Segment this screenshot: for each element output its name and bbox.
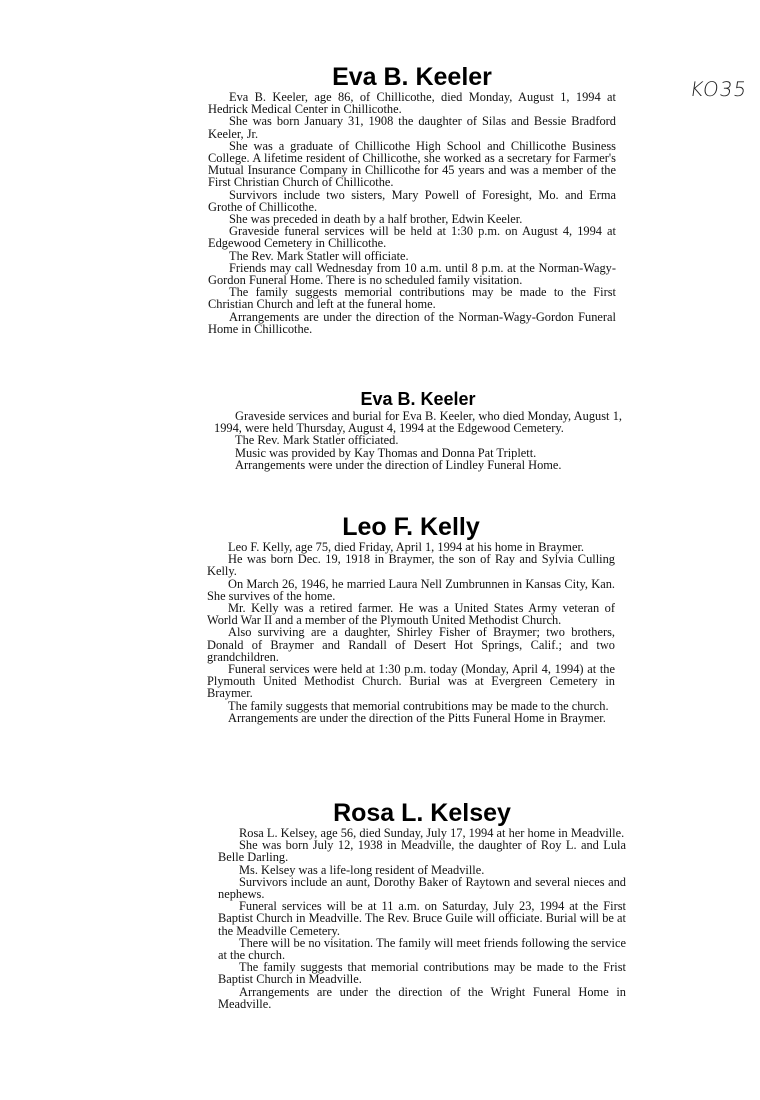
- obituary-paragraph: Funeral services were held at 1:30 p.m. today (Monday, April 4, 1994) at the Plymouth United Methodist Church. Burial was at Evergreen Cemetery in Braymer.: [207, 662, 615, 701]
- obituary-paragraph: The Rev. Mark Statler will officiate.: [229, 248, 409, 263]
- obituary-leo-kelly: [207, 513, 615, 724]
- obituary-paragraph: On March 26, 1946, he married Laura Nell Zumbrunnen in Kansas City, Kan. She survives of the home.: [207, 576, 615, 603]
- obituary-paragraph: Graveside funeral services will be held at 1:30 p.m. on August 4, 1994 at Edgewood Cemetery in Chillicothe.: [208, 224, 616, 251]
- obituary-paragraph: She was born July 12, 1938 in Meadville, the daughter of Roy L. and Lula Belle Darling.: [218, 838, 626, 865]
- obituary-paragraph: She was preceded in death by a half brother, Edwin Keeler.: [229, 212, 523, 227]
- obituary-paragraph: The Rev. Mark Statler officiated.: [235, 433, 399, 448]
- obituary-paragraph: Ms. Kelsey was a life-long resident of Meadville.: [239, 862, 485, 877]
- obituary-paragraph: Arrangements are under the direction of the Pitts Funeral Home in Braymer.: [228, 710, 606, 725]
- obituary-paragraph: Rosa L. Kelsey, age 56, died Sunday, July 17, 1994 at her home in Meadville.: [239, 826, 625, 840]
- obituary-paragraph: The family suggests that memorial contrubitions may be made to the church.: [228, 698, 609, 713]
- obituary-paragraph: Arrangements are under the direction of the Wright Funeral Home in Meadville.: [218, 984, 626, 1011]
- obituary-paragraph: The family suggests that memorial contributions may be made to the Frist Baptist Church in Meadville.: [218, 960, 626, 987]
- obituary-paragraph: Survivors include an aunt, Dorothy Baker of Raytown and several nieces and nephews.: [218, 874, 626, 902]
- obituary-paragraph: Friends may call Wednesday from 10 a.m. until 8 p.m. at the Norman-Wagy-Gordon Funeral Home. There is no scheduled family visitation.: [208, 260, 616, 288]
- obituary-title: Rosa L. Kelsey: [333, 799, 511, 827]
- obituary-paragraph: The family suggests memorial contributions may be made to the First Christian Church and left at the funeral home.: [208, 285, 616, 312]
- obituary-paragraph: Funeral services will be at 11 a.m. on Saturday, July 23, 1994 at the First Baptist Church in Meadville. The Rev. Bruce Guile will officiate. Burial will be at the Meadville Cemetery.: [218, 899, 626, 938]
- obituary-paragraph: She was born January 31, 1908 the daughter of Silas and Bessie Bradford Keeler, Jr.: [208, 114, 616, 141]
- obituary-paragraph: Graveside services and burial for Eva B. Keeler, who died Monday, August 1, 1994, were held Thursday, August 4, 1994 at the Edgewood Cemetery.: [214, 409, 622, 436]
- obituary-paragraph: Arrangements are under the direction of the Norman-Wagy-Gordon Funeral Home in Chillicothe.: [208, 309, 616, 336]
- obituary-paragraph: He was born Dec. 19, 1918 in Braymer, the son of Ray and Sylvia Culling Kelly.: [207, 552, 615, 579]
- obituary-title: Eva B. Keeler: [332, 63, 492, 91]
- obituary-paragraph: Survivors include two sisters, Mary Powell of Foresight, Mo. and Erma Grothe of Chillicothe.: [208, 187, 616, 214]
- obituary-paragraph: There will be no visitation. The family will meet friends following the service at the church.: [218, 935, 626, 963]
- obituary-paragraph: Mr. Kelly was a retired farmer. He was a United States Army veteran of World War II and a member of the Plymouth United Methodist Church.: [207, 601, 615, 628]
- obituary-paragraph: Leo F. Kelly, age 75, died Friday, April 1, 1994 at his home in Braymer.: [228, 540, 584, 554]
- obituary-title: Eva B. Keeler: [360, 389, 476, 409]
- obituary-paragraph: She was a graduate of Chillicothe High School and Chillicothe Business College. A lifetime resident of Chillicothe, she worked as a secretary for Farmer's Mutual Insurance Company in Chillicothe for 45 years and was a member of the First Christian Church of Chillicothe.: [208, 138, 616, 190]
- obituary-paragraph: Music was provided by Kay Thomas and Donna Pat Triplett.: [235, 445, 537, 460]
- obituary-title: Leo F. Kelly: [342, 513, 480, 541]
- obituary-paragraph: Arrangements were under the direction of Lindley Funeral Home.: [235, 457, 562, 472]
- obituary-paragraph: Also surviving are a daughter, Shirley Fisher of Braymer; two brothers, Donald of Braymer and Randall of Desert Hot Springs, Calif.; and two grandchildren.: [207, 625, 615, 664]
- obituary-eva-keeler-services: [214, 388, 622, 471]
- obituary-rosa-kelsey: [218, 799, 626, 1010]
- obituary-eva-keeler: [208, 63, 616, 335]
- handwritten-code: KO35: [688, 77, 749, 101]
- obituary-paragraph: Eva B. Keeler, age 86, of Chillicothe, died Monday, August 1, 1994 at Hedrick Medical Center in Chillicothe.: [208, 90, 616, 117]
